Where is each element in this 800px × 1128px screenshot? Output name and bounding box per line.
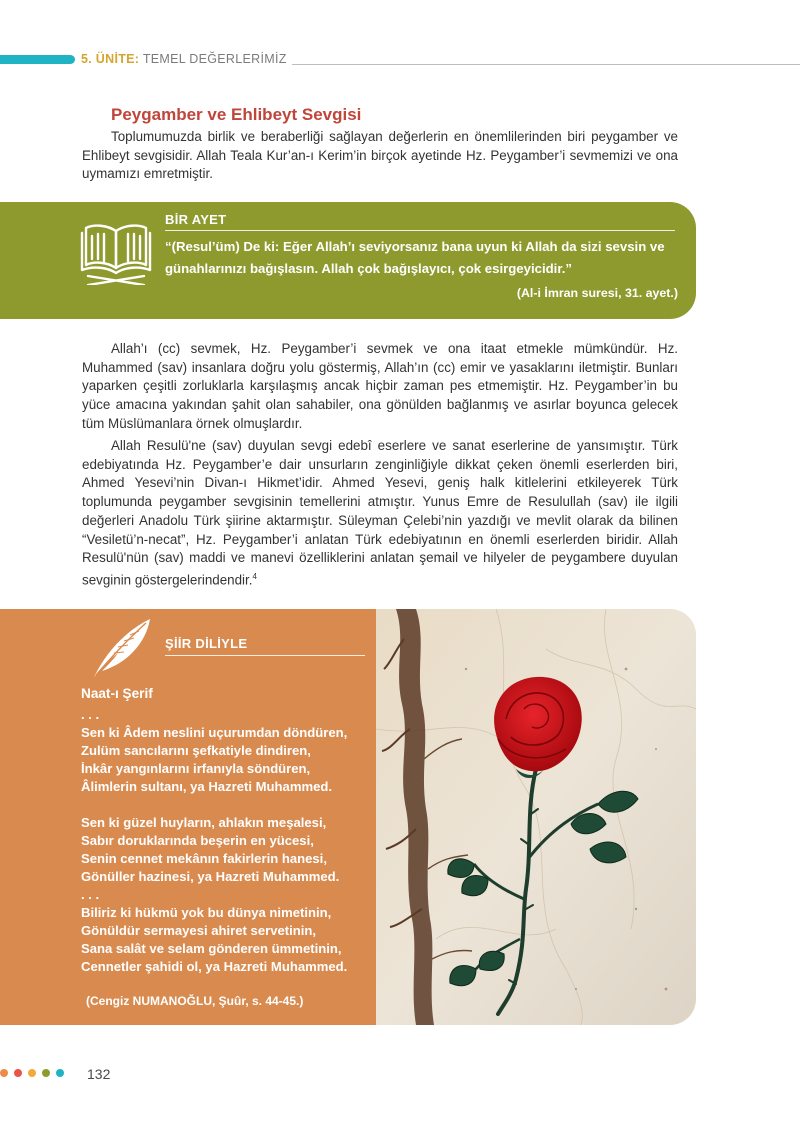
open-book-icon <box>80 219 152 285</box>
poem-line: Senin cennet mekânın fakirlerin hanesi, <box>81 851 327 866</box>
footnote-marker: 4 <box>252 571 257 581</box>
poem-title: Naat-ı Şerif <box>81 686 153 701</box>
footer-dot <box>0 1069 8 1077</box>
red-rose-ebru-icon <box>376 609 696 1025</box>
poem-line: Sana salât ve selam gönderen ümmetinin, <box>81 941 342 956</box>
poem-line: Zulüm sancılarını şefkatiyle dindiren, <box>81 743 311 758</box>
ayet-quote: “(Resul’üm) De ki: Eğer Allah’ı seviyorsanız bana uyun ki Allah da sizi sevsin ve günahlarınızı bağışlasın. Allah çok bağışlayıcı, çok esirgeyicidir.” <box>165 239 665 276</box>
section-title: Peygamber ve Ehlibeyt Sevgisi <box>111 105 362 124</box>
poem-lines <box>81 706 373 976</box>
poem-line: Gönüldür sermayesi ahiret servetinin, <box>81 923 317 938</box>
poem-source: (Cengiz NUMANOĞLU, Şuûr, s. 44-45.) <box>86 994 304 1008</box>
page-number: 132 <box>87 1066 111 1082</box>
rose-artwork <box>376 609 696 1025</box>
body-paragraph-1: Allah’ı (cc) sevmek, Hz. Peygamber’i sevmek ve ona itaat etmekle mümkündür. Hz. Muhammed (sav) insanlara doğru yolu göstermiş, Allah’ın (cc) emir ve yasaklarını iletmiştir. Bunları yaparken çeşitli zorluklarla karşılaşmış ancak hiçbir zaman pes etmemiştir. Hz. Peygamber’in bu yüce amacına yakından şahit olan sahabiler, ona gönülden bağlanmış ve asırlar boyunca gelecek tüm Müslümanlara örnek olmuşlardır. <box>82 341 678 431</box>
poem-line: Sabır doruklarında beşerin en yücesi, <box>81 833 314 848</box>
poem-line: Gönüller hazinesi, ya Hazreti Muhammed. <box>81 869 340 884</box>
poem-line: Sen ki Âdem neslini uçurumdan döndüren, <box>81 725 348 740</box>
feather-quill-icon <box>88 617 152 681</box>
poem-divider <box>165 655 365 656</box>
unit-header <box>81 52 287 66</box>
header-accent-bar <box>0 55 75 64</box>
ayet-source: (Al-i İmran suresi, 31. ayet.) <box>516 286 678 300</box>
header-divider <box>292 64 800 65</box>
poem-label: ŞİİR DİLİYLE <box>165 636 248 651</box>
poem-line: Cennetler şahidi ol, ya Hazreti Muhammed. <box>81 959 348 974</box>
body-paragraph-2 <box>82 437 678 590</box>
footer-dot <box>14 1069 22 1077</box>
poem-line: Biliriz ki hükmü yok bu dünya nimetinin, <box>81 905 332 920</box>
unit-title: TEMEL DEĞERLERİMİZ <box>142 52 287 66</box>
footer-dot <box>56 1069 64 1077</box>
poem-line: Sen ki güzel huyların, ahlakın meşalesi, <box>81 815 327 830</box>
body-paragraph-2-text: Allah Resulü'ne (sav) duyulan sevgi edebî eserlere ve sanat eserlerine de yansımıştır. Türk edebiyatında Hz. Peygamber’e dair unsurların zenginliğiyle dikkat çeken önemli eserlerden biri, Ahmed Yesevi’nin Divan-ı Hikmet’idir. Ahmed Yesevi, geniş halk kitlelerini etkileyerek Türk toplumunda peygamber sevgisinin temellerini atmıştır. Yunus Emre de Resulullah (sav) ile ilgili değerleri Anadolu Türk şiirine aktarmıştır. Süleyman Çelebi’nin yazdığı ve mevlit olarak da bilinen “Vesiletü’n-necat”, Hz. Peygamber’i anlatan Türk edebiyatının en önemli eserlerden biridir. Allah Resulü'nün (sav) maddi ve manevi özelliklerini anlatan şemail ve hilyeler de peygambere duyulan sevginin göstergelerindendir. <box>82 438 678 588</box>
ayet-box <box>0 202 696 319</box>
unit-number: 5. ÜNİTE: <box>81 52 140 66</box>
poem-line: . . . <box>81 887 100 902</box>
footer-dots <box>0 1069 64 1077</box>
ayet-label: BİR AYET <box>165 212 227 227</box>
poem-line: . . . <box>81 707 100 722</box>
footer-dot <box>42 1069 50 1077</box>
poem-line: İnkâr yangınlarını irfanıyla söndüren, <box>81 761 311 776</box>
intro-paragraph: Toplumumuzda birlik ve beraberliği sağlayan değerlerin en önemlilerinden biri peygamber ve Ehlibeyt sevgisidir. Allah Teala Kur’an-ı Kerim’in birçok ayetinde Hz. Peygamber’i sevmemizi ve ona uymamızı emretmiştir. <box>82 129 678 182</box>
footer-dot <box>28 1069 36 1077</box>
ayet-divider <box>165 230 675 231</box>
poem-line: Âlimlerin sultanı, ya Hazreti Muhammed. <box>81 779 333 794</box>
poem-stanza-gap <box>81 796 373 814</box>
